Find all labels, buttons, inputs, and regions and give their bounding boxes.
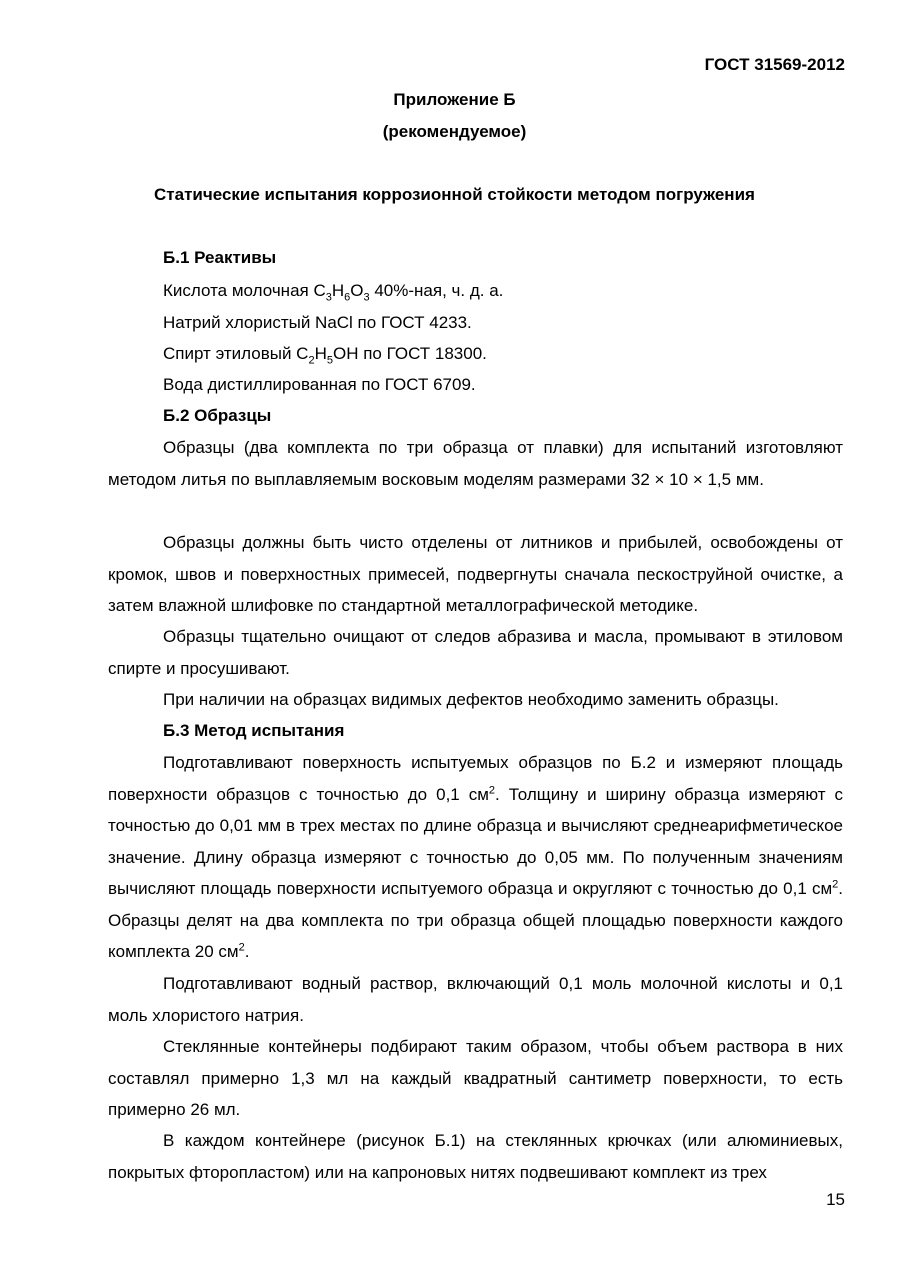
paragraph-b3-1: Подготавливают поверхность испытуемых образцов по Б.2 и измеряют площадь поверхности образцов с точностью до 0,1 $см^2$. Толщину и ширину образца измеряют с точностью до 0,01 мм в трех местах по длине образца и вычисляют среднеарифметическое значение. Длину образца измеряют с точностью до 0,05 мм. По полученным значениям вычисляют площадь поверхности испытуемого образца и округляют с точностью до 0,1 $см^2$. Образцы делят на два комплекта по три образца общей площадью поверхности каждого комплекта 20 $см^2$.: [108, 753, 843, 961]
heading-b1: Б.1 Реактивы: [163, 248, 277, 267]
paragraph-b3-4: В каждом контейнере (рисунок Б.1) на стеклянных крючках (или алюминиевых, покрытых фторопластом) или на капроновых нитях подвешивают комплект из трех: [108, 1131, 843, 1182]
reagent-sodium-chloride: Натрий хлористый NaCl по ГОСТ 4233.: [163, 313, 472, 332]
paragraph-b3-3: Стеклянные контейнеры подбирают таким образом, чтобы объем раствора в них составлял примерно 1,3 мл на каждый квадратный сантиметр поверхности, то есть примерно 26 мл.: [108, 1037, 843, 1119]
paragraph-b2-3: Образцы тщательно очищают от следов абразива и масла, промывают в этиловом спирте и просушивают.: [108, 627, 843, 678]
appendix-status: (рекомендуемое): [382, 122, 527, 141]
reagent-water: Вода дистиллированная по ГОСТ 6709.: [163, 375, 476, 394]
section-title: Статические испытания коррозионной стойкости методом погружения: [154, 185, 755, 204]
appendix-title: Приложение Б: [393, 90, 516, 109]
reagent-lactic-acid: Кислота молочная $C_3H_6O_3$ 40%-ная, ч. д. а.: [163, 281, 504, 304]
paragraph-b3-2: Подготавливают водный раствор, включающий 0,1 моль молочной кислоты и 0,1 моль хлористого натрия.: [108, 974, 843, 1025]
paragraph-b2-2: Образцы должны быть чисто отделены от литников и прибылей, освобождены от кромок, швов и поверхностных примесей, подвергнуты сначала пескоструйной очистке, а затем влажной шлифовке по стандартной металлографической методике.: [108, 533, 843, 615]
document-number: ГОСТ 31569-2012: [704, 55, 845, 74]
reagent-ethanol: Спирт этиловый $C_2H_5OH$ по ГОСТ 18300.: [163, 344, 487, 367]
heading-b3: Б.3 Метод испытания: [163, 721, 345, 740]
page-number: 15: [826, 1190, 845, 1209]
paragraph-b2-1: Образцы (два комплекта по три образца от плавки) для испытаний изготовляют методом литья по выплавляемым восковым моделям размерами 32 × 10 × 1,5 мм.: [108, 438, 843, 489]
heading-b2: Б.2 Образцы: [163, 406, 272, 425]
paragraph-b2-4: При наличии на образцах видимых дефектов необходимо заменить образцы.: [163, 690, 779, 709]
